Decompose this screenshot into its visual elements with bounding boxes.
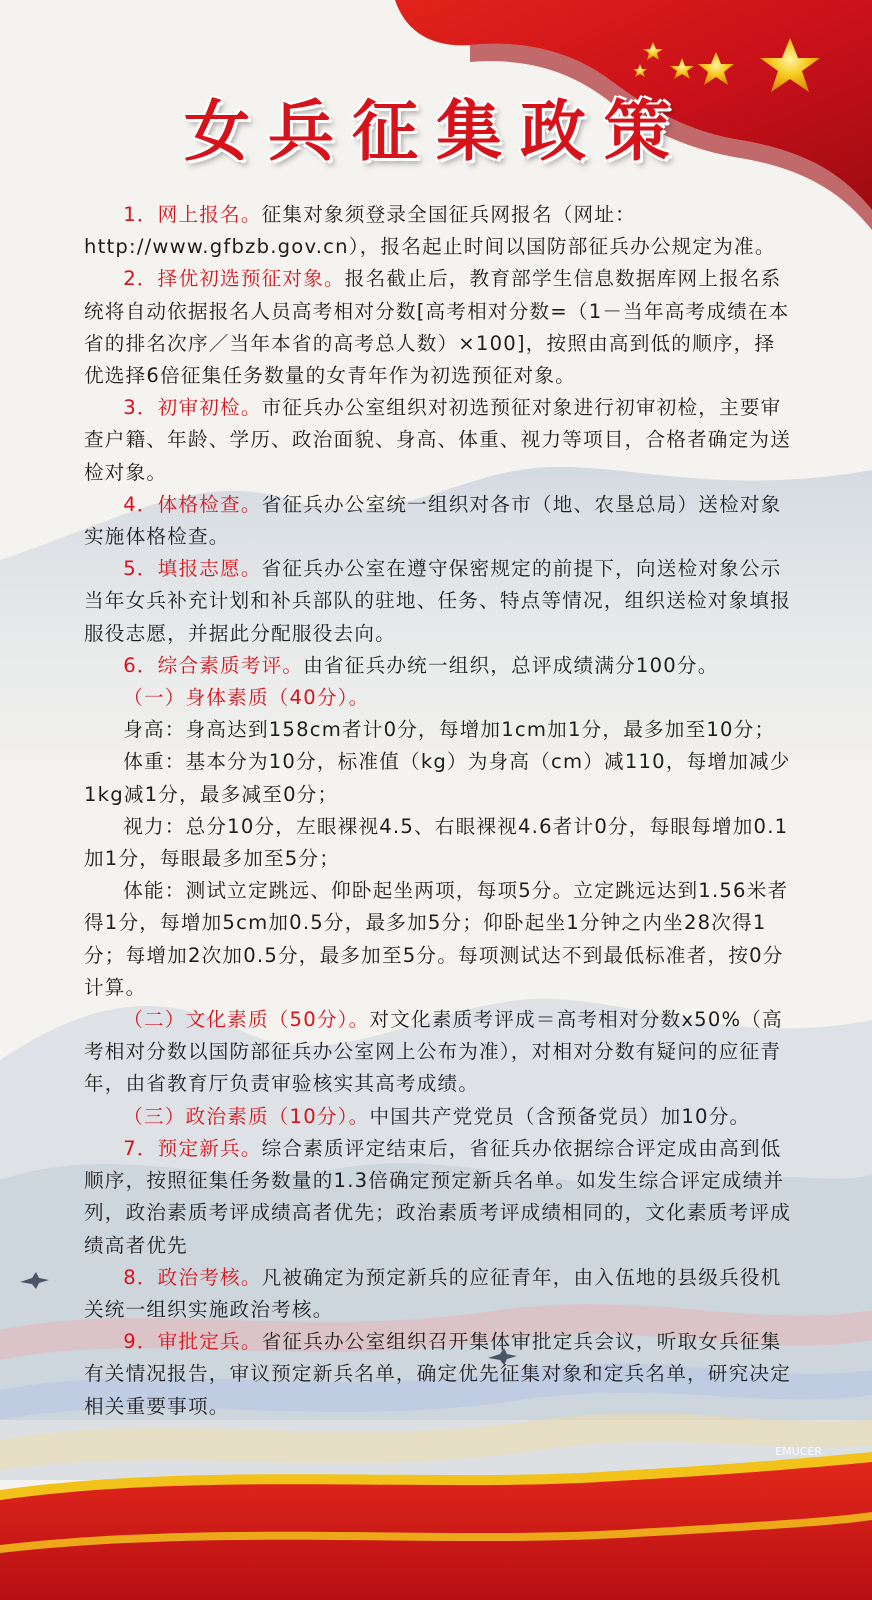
paragraph-heading: 4．体格检查。 — [123, 492, 262, 516]
paragraph-text: 体能：测试立定跳远、仰卧起坐两项，每项5分。立定跳远达到1.56米者得1分，每增加5cm加0.5分，最多加5分；仰卧起坐1分钟之内坐28次得1分；每增加2次加0.5分，最多加至5分。每项测试达不到最低标准者，按0分计算。 — [84, 879, 789, 999]
paragraph-heading: 5．填报志愿。 — [123, 557, 262, 581]
paragraph — [84, 714, 792, 746]
watermark: EMUCER — [775, 1445, 822, 1458]
paragraph-text: 对文化素质考评成＝高考相对分数x50%（高考相对分数以国防部征兵办公室网上公布为准），对相对分数有疑问的应征青年，由省教育厅负责审验核实其高考成绩。 — [84, 1008, 783, 1096]
paragraph — [84, 875, 792, 1004]
paragraph — [84, 746, 792, 810]
paragraph — [84, 811, 792, 875]
paragraph — [84, 263, 792, 392]
page-title: 女兵征集政策 — [184, 93, 688, 170]
paragraph-heading: 7．预定新兵。 — [123, 1136, 262, 1160]
policy-content — [84, 199, 792, 1423]
paragraph — [84, 682, 792, 714]
paragraph-text: 征集对象须登录全国征兵网报名（网址：http://www.gfbzb.gov.cn），报名起止时间以国防部征兵办公规定为准。 — [84, 203, 776, 259]
paragraph — [84, 392, 792, 489]
paragraph-text: 视力：总分10分，左眼裸视4.5、右眼裸视4.6者计0分，每眼每增加0.1加1分，每眼最多加至5分； — [84, 814, 789, 871]
paragraph — [84, 1004, 792, 1101]
paragraph-heading: 2．择优初选预征对象。 — [123, 267, 345, 291]
paragraph-text: 省征兵办公室在遵守保密规定的前提下，向送检对象公示当年女兵补充计划和补兵部队的驻地、任务、特点等情况，组织送检对象填报服役志愿，并据此分配服役去向。 — [84, 557, 791, 645]
paragraph — [84, 553, 792, 650]
paragraph — [84, 1101, 792, 1133]
paragraph-text: 由省征兵办统一组织，总评成绩满分100分。 — [303, 653, 719, 677]
paragraph-heading: （三）政治素质（10分）。 — [123, 1104, 370, 1128]
paragraph-heading: 9．审批定兵。 — [123, 1330, 262, 1354]
paragraph — [84, 1133, 792, 1262]
paragraph-heading: （一）身体素质（40分）。 — [123, 686, 370, 710]
paragraph-text: 省征兵办公室组织召开集体审批定兵会议，听取女兵征集有关情况报告，审议预定新兵名单，确定优先征集对象和定兵名单，研究决定相关重要事项。 — [84, 1330, 791, 1418]
paragraph — [84, 650, 792, 682]
paragraph-heading: 8．政治考核。 — [123, 1265, 262, 1289]
paragraph-text: 体重：基本分为10分，标准值（kg）为身高（cm）减110，每增加减少1kg减1分，最多减至0分； — [84, 750, 791, 806]
paragraph — [84, 489, 792, 553]
paragraph-text: 中国共产党党员（含预备党员）加10分。 — [369, 1104, 751, 1128]
paragraph-heading: （二）文化素质（50分）。 — [123, 1008, 370, 1032]
paragraph-text: 综合素质评定结束后，省征兵办依据综合评定成由高到低顺序，按照征集任务数量的1.3倍确定预定新兵名单。如发生综合评定成绩并列，政治素质考评成绩高者优先；政治素质考评成绩相同的，文化素质考评成绩高者优先 — [84, 1136, 791, 1257]
paragraph-text: 报名截止后，教育部学生信息数据库网上报名系统将自动依据报名人员高考相对分数[高考相对分数=（1－当年高考成绩在本省的排名次序／当年本省的高考总人数）×100]，按照由高到低的顺序，择优选择6倍征集任务数量的女青年作为初选预征对象。 — [84, 267, 790, 388]
paragraph-heading: 6．综合素质考评。 — [123, 653, 304, 677]
paragraph-text: 凡被确定为预定新兵的应征青年，由入伍地的县级兵役机关统一组织实施政治考核。 — [84, 1265, 782, 1321]
paragraph — [84, 1262, 792, 1326]
paragraph-heading: 3．初审初检。 — [123, 396, 262, 420]
paragraph-text: 身高：身高达到158cm者计0分，每增加1cm加1分，最多加至10分； — [123, 718, 776, 742]
paragraph — [84, 1326, 792, 1423]
paragraph-text: 市征兵办公室组织对初选预征对象进行初审初检，主要审查户籍、年龄、学历、政治面貌、身高、体重、视力等项目，合格者确定为送检对象。 — [84, 396, 791, 484]
paragraph-heading: 1．网上报名。 — [123, 203, 262, 226]
paragraph-text: 省征兵办公室统一组织对各市（地、农垦总局）送检对象实施体格检查。 — [84, 492, 782, 549]
paragraph — [84, 199, 792, 263]
